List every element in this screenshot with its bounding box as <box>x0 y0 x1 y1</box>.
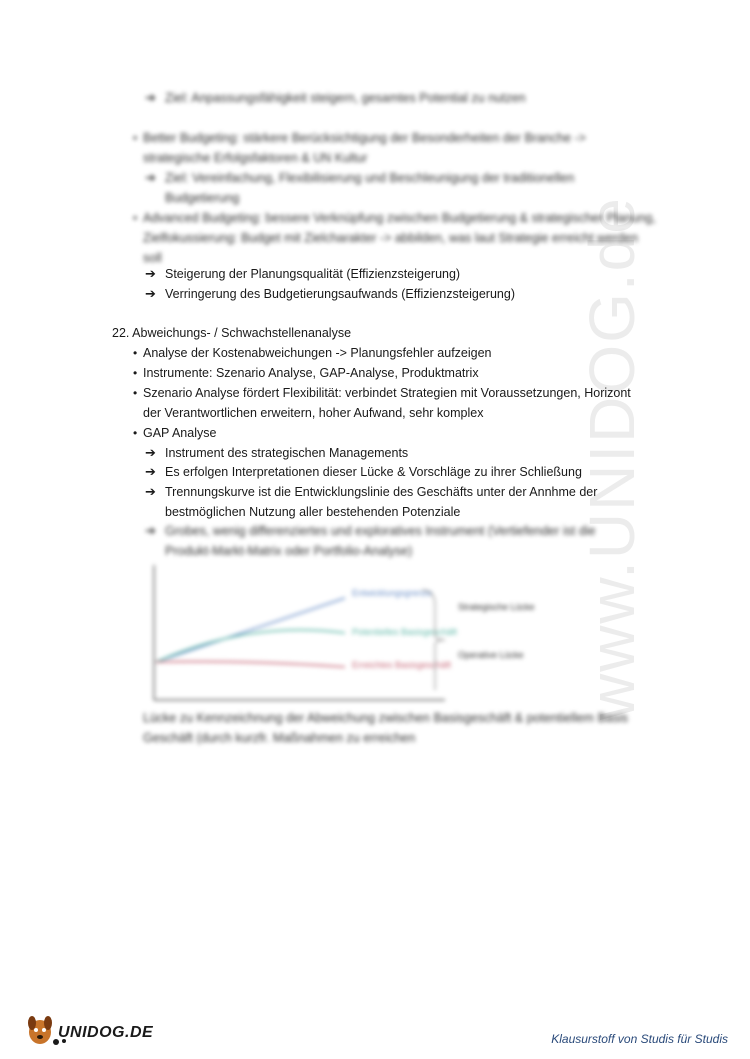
text-line: Ziel: Anpassungsfähigkeit steigern, gesamtes Potential zu nutzen <box>165 91 526 105</box>
text-line: Instrumente: Szenario Analyse, GAP-Analyse, Produktmatrix <box>143 366 479 380</box>
caption-line: Geschäft (durch kurzfr. Maßnahmen zu erreichen <box>143 731 416 745</box>
footer-logo-text: UNIDOG.DE <box>58 1024 154 1041</box>
arrow-icon: ➔ <box>145 170 156 185</box>
brace-label: Strategische Lücke <box>458 602 535 612</box>
text-line: Szenario Analyse fördert Flexibilität: verbindet Strategien mit Voraussetzungen, Horizont <box>143 386 631 400</box>
arrow-icon: ➔ <box>145 286 156 301</box>
watermark: www.UNIDOG.de <box>576 196 648 720</box>
brace-strategic <box>422 590 445 690</box>
gap-chart-svg <box>140 560 535 710</box>
bullet-icon: • <box>133 386 138 400</box>
arrow-icon: ➔ <box>145 484 156 499</box>
gap-chart <box>140 560 535 710</box>
text-line: Instrument des strategischen Managements <box>165 446 409 460</box>
caption-line: Lücke zu Kennzeichnung der Abweichung zwischen Basisgeschäft & potentiellem Basis <box>143 711 629 725</box>
section-title: 22. Abweichungs- / Schwachstellenanalyse <box>112 326 352 340</box>
footer-tagline: Klausurstoff von Studis für Studis <box>551 1032 728 1046</box>
text-line: strategische Erfolgsfaktoren & UN Kultur <box>143 151 368 165</box>
series-line-erreicht <box>156 662 345 667</box>
text-line: Grobes, wenig differenziertes und exploratives Instrument (Vertiefender ist die <box>165 524 596 538</box>
series-label: Erreichtes Basisgeschäft <box>352 660 452 670</box>
bullet-icon: • <box>133 366 138 380</box>
bullet-icon: • <box>133 426 138 440</box>
text-line: bestmöglichen Nutzung aller bestehenden Potenziale <box>165 505 461 519</box>
text-line: GAP Analyse <box>143 426 217 440</box>
bullet-icon: • <box>133 211 138 225</box>
text-line: Analyse der Kostenabweichungen -> Planungsfehler aufzeigen <box>143 346 492 360</box>
text-line: Trennungskurve ist die Entwicklungslinie des Geschäfts unter der Annhme der <box>165 485 598 499</box>
text-line: der Verantwortlichen erweitern, hoher Aufwand, sehr komplex <box>143 406 484 420</box>
arrow-icon: ➔ <box>145 266 156 281</box>
text-line: Verringerung des Budgetierungsaufwands (Effizienzsteigerung) <box>165 287 515 301</box>
bullet-icon: • <box>133 346 138 360</box>
text-line: Better Budgeting: stärkere Berücksichtigung der Besonderheiten der Branche -> <box>143 131 586 145</box>
arrow-icon: ➔ <box>145 90 156 105</box>
text-line: Produkt-Markt-Matrix oder Portfolio-Analyse) <box>165 544 413 558</box>
arrow-icon: ➔ <box>145 523 156 538</box>
text-line: Ziel: Vereinfachung, Flexibilisierung und Beschleunigung der traditionellen <box>165 171 575 185</box>
text-line: Steigerung der Planungsqualität (Effizienzsteigerung) <box>165 267 461 281</box>
bullet-icon: • <box>133 131 138 145</box>
series-label: Potentielles Basisgeschäft <box>352 627 458 637</box>
text-line: Budgetierung <box>165 191 240 205</box>
series-line-potentiell <box>156 630 345 662</box>
brace-label: Operative Lücke <box>458 650 524 660</box>
series-label: Entwicklungsgrenze <box>352 588 433 598</box>
text-line: Zielfokussierung: Budget mit Zielcharakter -> abbilden, was laut Strategie erreicht werden <box>143 231 639 245</box>
arrow-icon: ➔ <box>145 445 156 460</box>
text-line: Advanced Budgeting: bessere Verknüpfung zwischen Budgetierung & strategischer Planung, <box>143 211 656 225</box>
text-line: soll <box>143 251 162 265</box>
arrow-icon: ➔ <box>145 464 156 479</box>
text-line: Es erfolgen Interpretationen dieser Lücke & Vorschläge zu ihrer Schließung <box>165 465 582 479</box>
